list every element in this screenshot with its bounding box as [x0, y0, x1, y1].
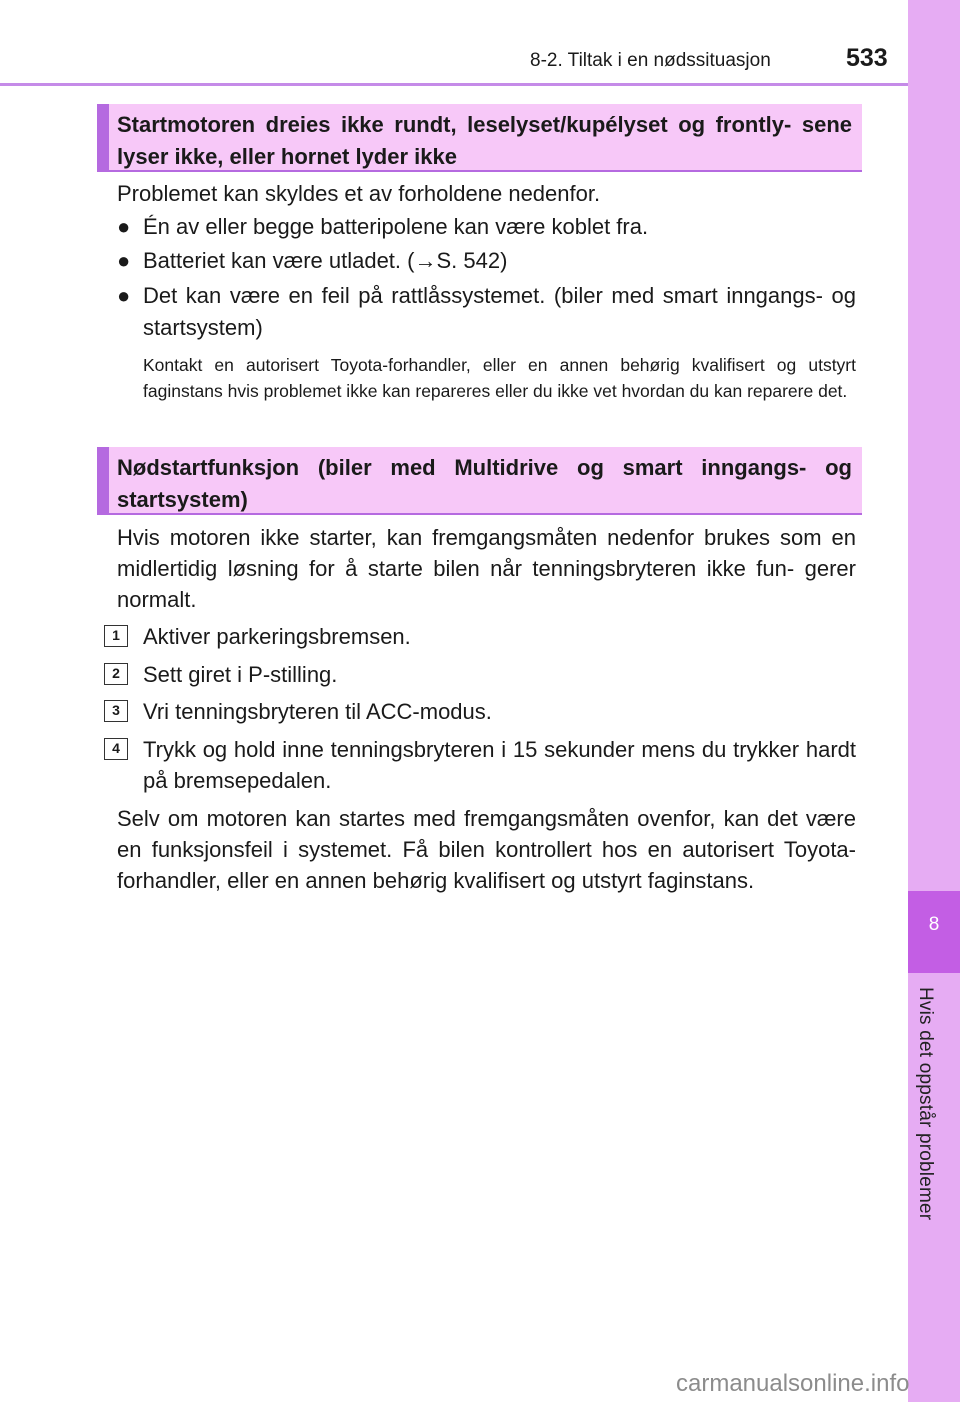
- bullet-text: Batteriet kan være utladet. (→S. 542): [143, 248, 508, 273]
- watermark-text: carmanualsonline.info: [676, 1370, 910, 1397]
- step-number-badge: 2: [104, 663, 128, 685]
- section1-note: Kontakt en autorisert Toyota-forhandler, eller en annen behørig kvalifisert og utstyrt faginstans hvis problemet ikke kan repareres eller du ikke vet hvordan du kan reparere det.: [143, 355, 856, 401]
- section1-intro: Problemet kan skyldes et av forholdene nedenfor.: [117, 181, 601, 206]
- bullet-icon: ●: [117, 283, 131, 308]
- section2-closing: Selv om motoren kan startes med fremgangsmåten ovenfor, kan det være en funksjonsfeil i systemet. Få bilen kontrollert hos en autorisert Toyota-forhandler, eller en annen behørig kvalifisert og utstyrt faginstans.: [117, 806, 856, 893]
- chapter-number: 8: [928, 914, 940, 935]
- bullet-icon: ●: [117, 214, 131, 239]
- bullet-icon: ●: [117, 248, 131, 273]
- header-section-title: 8-2. Tiltak i en nødssituasjon: [530, 50, 771, 71]
- chapter-title: Hvis det oppstår problemer: [915, 987, 936, 1221]
- step-text: Trykk og hold inne tenningsbryteren i 15 sekunder mens du trykker hardt på bremsepedalen.: [143, 737, 856, 793]
- step-text: Sett giret i P-stilling.: [143, 662, 338, 687]
- step-number-badge: 3: [104, 700, 128, 722]
- page-number: 533: [846, 44, 888, 72]
- step-text: Aktiver parkeringsbremsen.: [143, 624, 411, 649]
- bullet-text: Én av eller begge batteripolene kan være koblet fra.: [143, 214, 649, 239]
- header-divider: [0, 83, 908, 86]
- section-heading-emergency-start: Nødstartfunksjon (biler med Multidrive og smart inngangs- og startsystem): [97, 447, 862, 515]
- step-text: Vri tenningsbryteren til ACC-modus.: [143, 699, 492, 724]
- step-number-badge: 1: [104, 625, 128, 647]
- bullet-text: Det kan være en feil på rattlåssystemet. (biler med smart inngangs- og startsystem): [143, 283, 856, 340]
- section-heading-starter: Startmotoren dreies ikke rundt, leselyset/kupélyset og frontly- sene lyser ikke, eller hornet lyder ikke: [97, 104, 862, 172]
- step-number-badge: 4: [104, 738, 128, 760]
- section2-intro: Hvis motoren ikke starter, kan fremgangsmåten nedenfor brukes som en midlertidig løsning for å starte bilen når tenningsbryteren ikke fun- gerer normalt.: [117, 525, 856, 612]
